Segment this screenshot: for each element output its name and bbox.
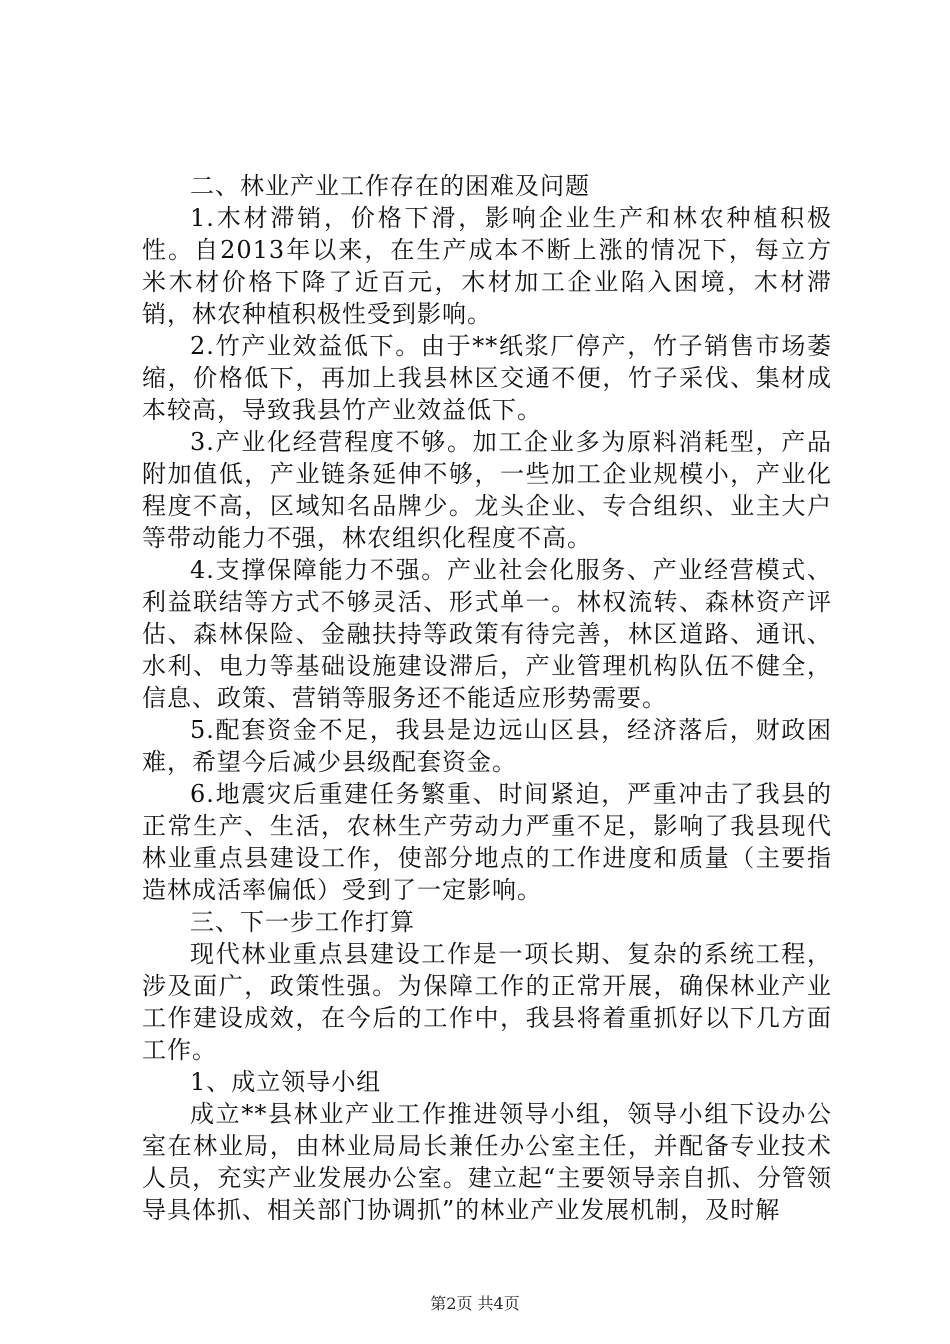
paragraph-item-5: 5.配套资金不足，我县是边远山区县，经济落后，财政困难，希望今后减少县级配套资金。 — [142, 716, 832, 776]
paragraph-item-1: 1.木材滞销，价格下滑，影响企业生产和林农种植积极性。自2013年以来，在生产成本不断上涨的情况下，每立方米木材价格下降了近百元，木材加工企业陷入困境，木材滞销，林农种植积极性受到影响。 — [142, 204, 832, 328]
page-footer: 第2页 共4页 — [430, 1294, 520, 1313]
document-body — [142, 170, 832, 1226]
paragraph-item-4: 4.支撑保障能力不强。产业社会化服务、产业经营模式、利益联结等方式不够灵活、形式单一。林权流转、森林资产评估、森林保险、金融扶持等政策有待完善，林区道路、通讯、水利、电力等基础设施建设滞后，产业管理机构队伍不健全，信息、政策、营销等服务还不能适应形势需要。 — [142, 556, 832, 712]
paragraph-next-steps-intro: 现代林业重点县建设工作是一项长期、复杂的系统工程，涉及面广，政策性强。为保障工作的正常开展，确保林业产业工作建设成效，在今后的工作中，我县将着重抓好以下几方面工作。 — [142, 940, 832, 1064]
section-heading-difficulties: 二、林业产业工作存在的困难及问题 — [190, 172, 590, 200]
subheading-leadership-group: 1、成立领导小组 — [190, 1068, 382, 1096]
paragraph-item-6: 6.地震灾后重建任务繁重、时间紧迫，严重冲击了我县的正常生产、生活，农林生产劳动力严重不足，影响了我县现代林业重点县建设工作，使部分地点的工作进度和质量（主要指造林成活率偏低）受到了一定影响。 — [142, 780, 832, 904]
paragraph-item-2: 2.竹产业效益低下。由于**纸浆厂停产，竹子销售市场萎缩，价格低下，再加上我县林区交通不便，竹子采伐、集材成本较高，导致我县竹产业效益低下。 — [142, 332, 832, 424]
paragraph-leadership-group: 成立**县林业产业工作推进领导小组，领导小组下设办公室在林业局，由林业局局长兼任办公室主任，并配备专业技术人员，充实产业发展办公室。建立起“主要领导亲自抓、分管领导具体抓、相关部门协调抓”的林业产业发展机制，及时解 — [142, 1100, 832, 1224]
paragraph-item-3: 3.产业化经营程度不够。加工企业多为原料消耗型，产品附加值低，产业链条延伸不够，一些加工企业规模小，产业化程度不高，区域知名品牌少。龙头企业、专合组织、业主大户等带动能力不强，林农组织化程度不高。 — [142, 428, 832, 552]
section-heading-next-steps: 三、下一步工作打算 — [190, 908, 415, 936]
